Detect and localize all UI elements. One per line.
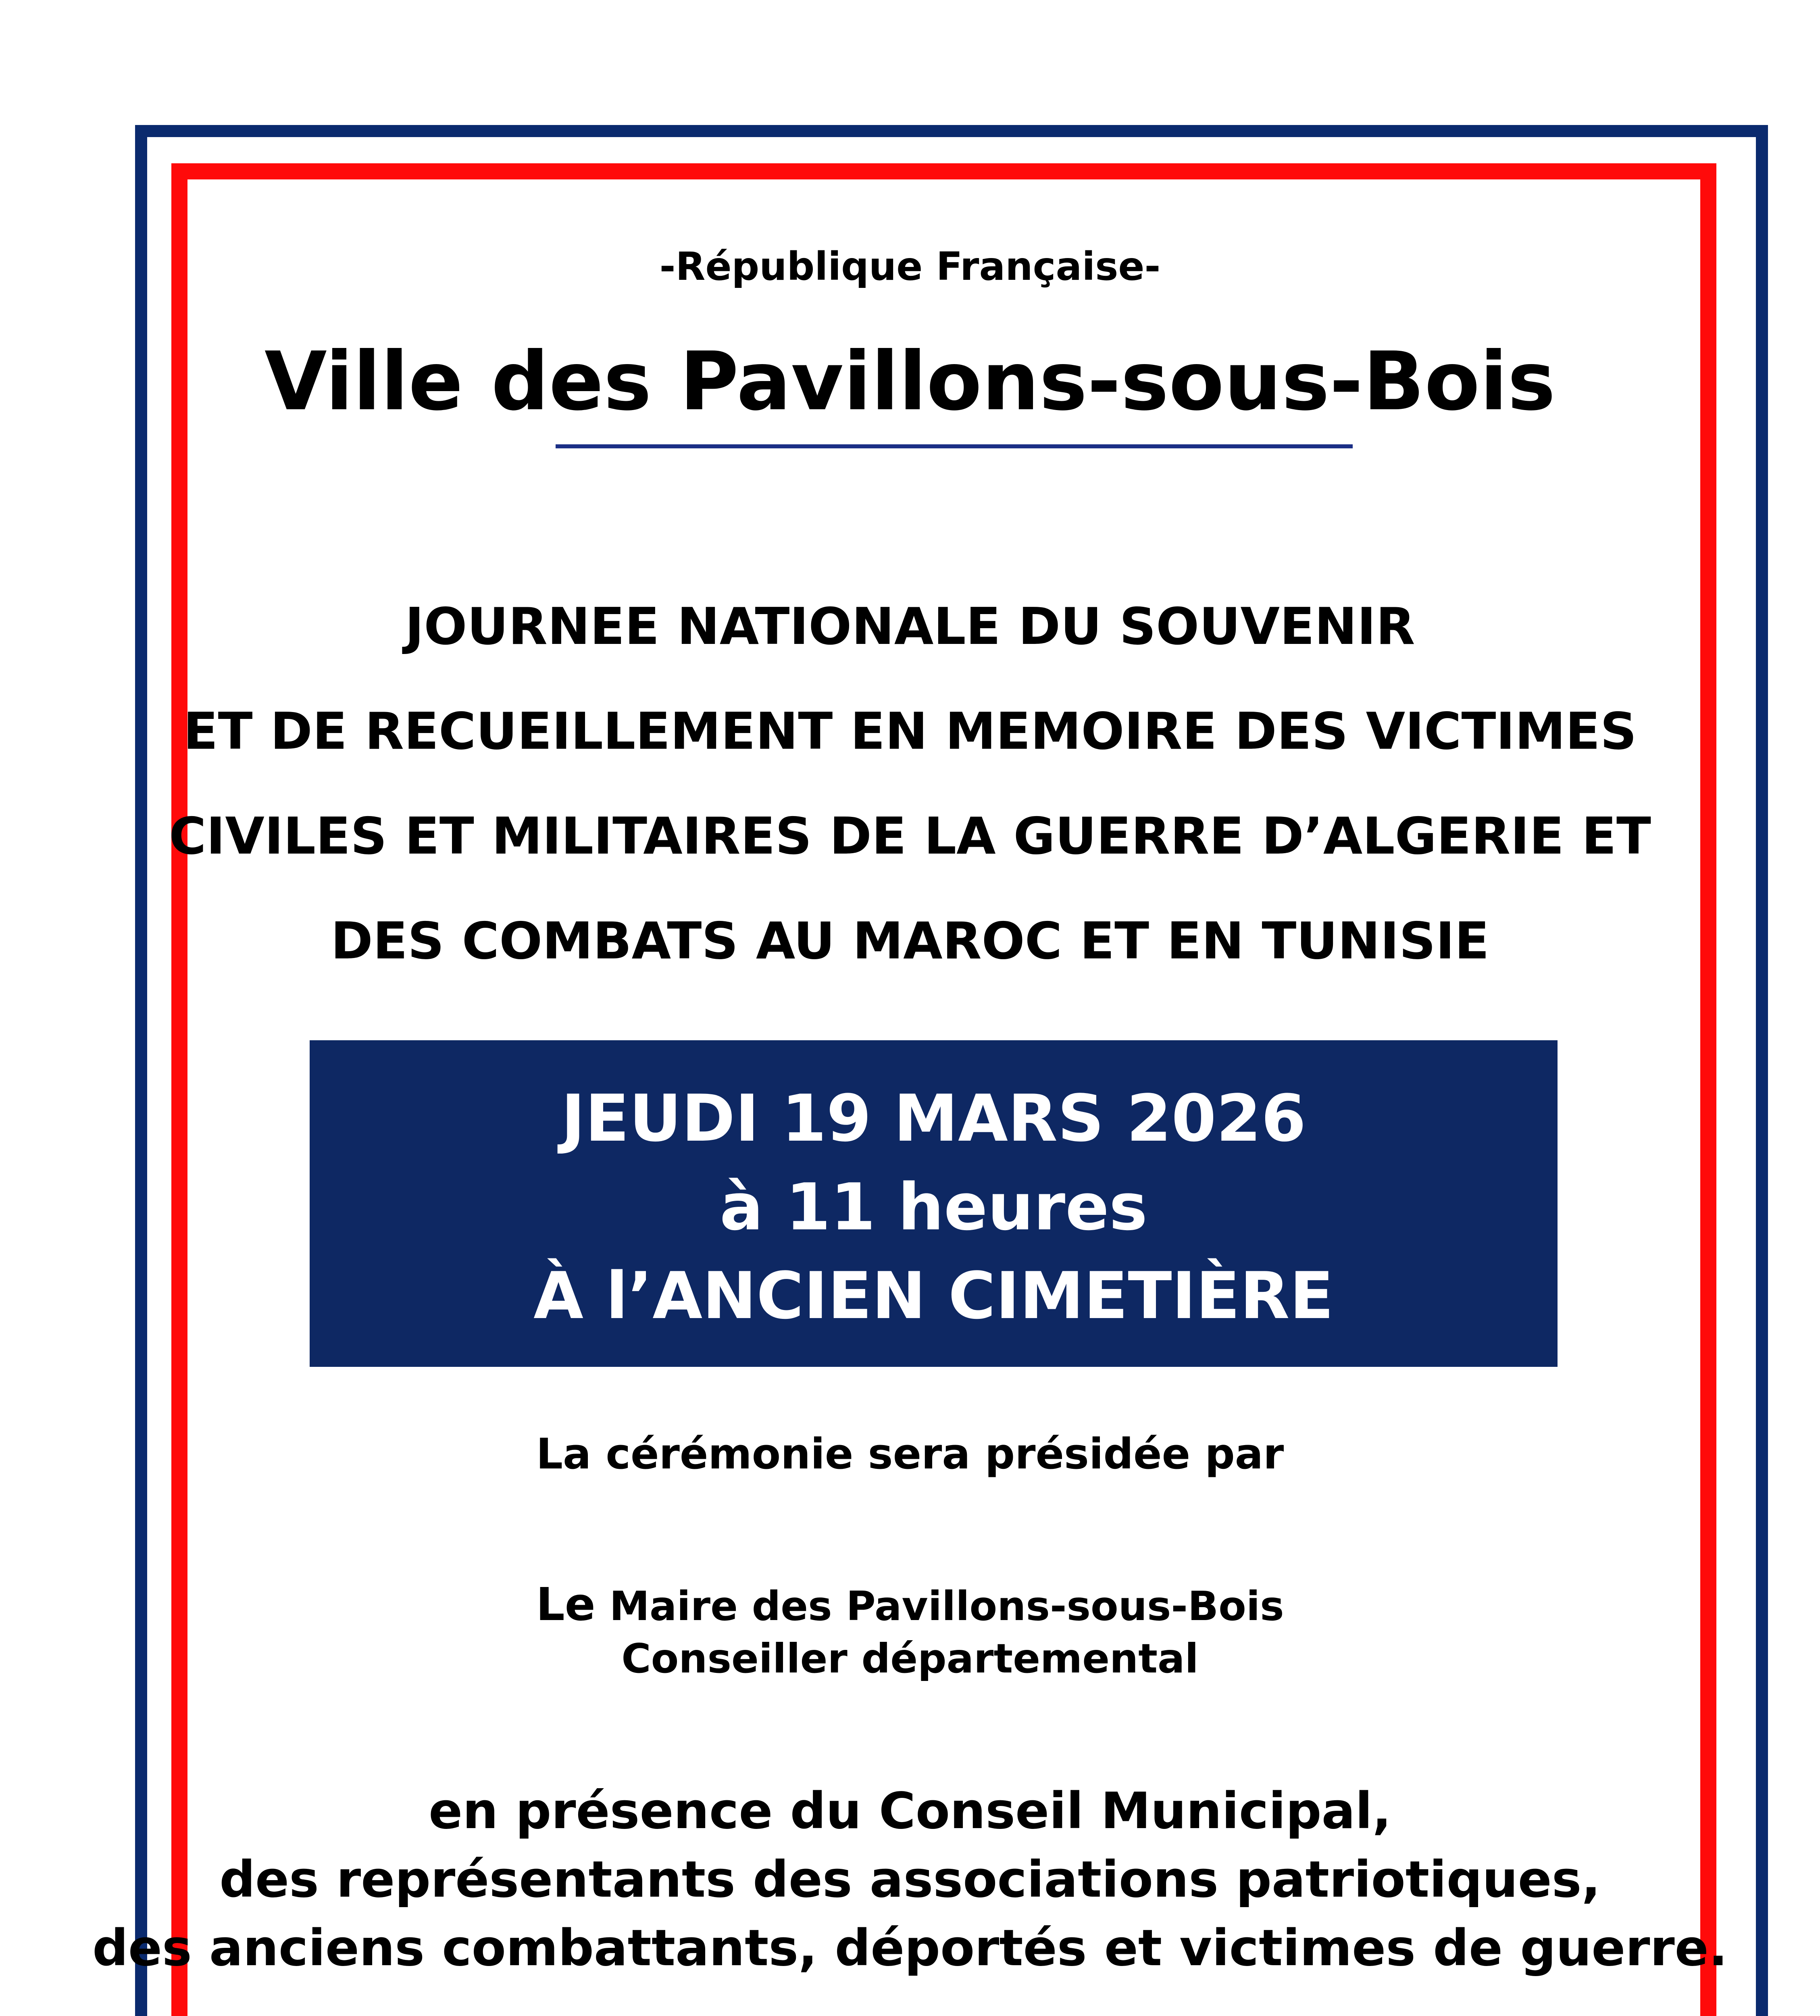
event-banner bbox=[310, 1040, 1558, 1367]
page-title: Ville des Pavillons-sous-Bois bbox=[264, 335, 1556, 429]
presided-text: La cérémonie sera présidée par bbox=[536, 1429, 1284, 1479]
presence-line-1: en présence du Conseil Municipal, bbox=[429, 1782, 1391, 1840]
event-place: À l’ANCIEN CIMETIÈRE bbox=[533, 1258, 1334, 1333]
maire-le: Le bbox=[536, 1579, 596, 1631]
conseiller-text: Conseiller départemental bbox=[621, 1635, 1199, 1682]
event-date: JEUDI 19 MARS 2026 bbox=[561, 1081, 1306, 1156]
event-time: à 11 heures bbox=[719, 1169, 1147, 1245]
title-underline bbox=[556, 444, 1353, 448]
journee-line-4: DES COMBATS AU MAROC ET EN TUNISIE bbox=[331, 911, 1489, 971]
presence-line-2: des représentants des associations patriotiques, bbox=[219, 1851, 1601, 1909]
maire-title: Maire des Pavillons-sous-Bois bbox=[595, 1583, 1284, 1630]
presence-line-3: des anciens combattants, déportés et victimes de guerre. bbox=[92, 1919, 1728, 1977]
republique-label: -République Française- bbox=[659, 244, 1161, 289]
maire-text bbox=[0, 1579, 1820, 1631]
journee-line-2: ET DE RECUEILLEMENT EN MEMOIRE DES VICTIMES bbox=[183, 702, 1637, 761]
journee-line-1: JOURNEE NATIONALE DU SOUVENIR bbox=[405, 597, 1415, 656]
journee-line-3: CIVILES ET MILITAIRES DE LA GUERRE D’ALGERIE ET bbox=[169, 806, 1651, 866]
